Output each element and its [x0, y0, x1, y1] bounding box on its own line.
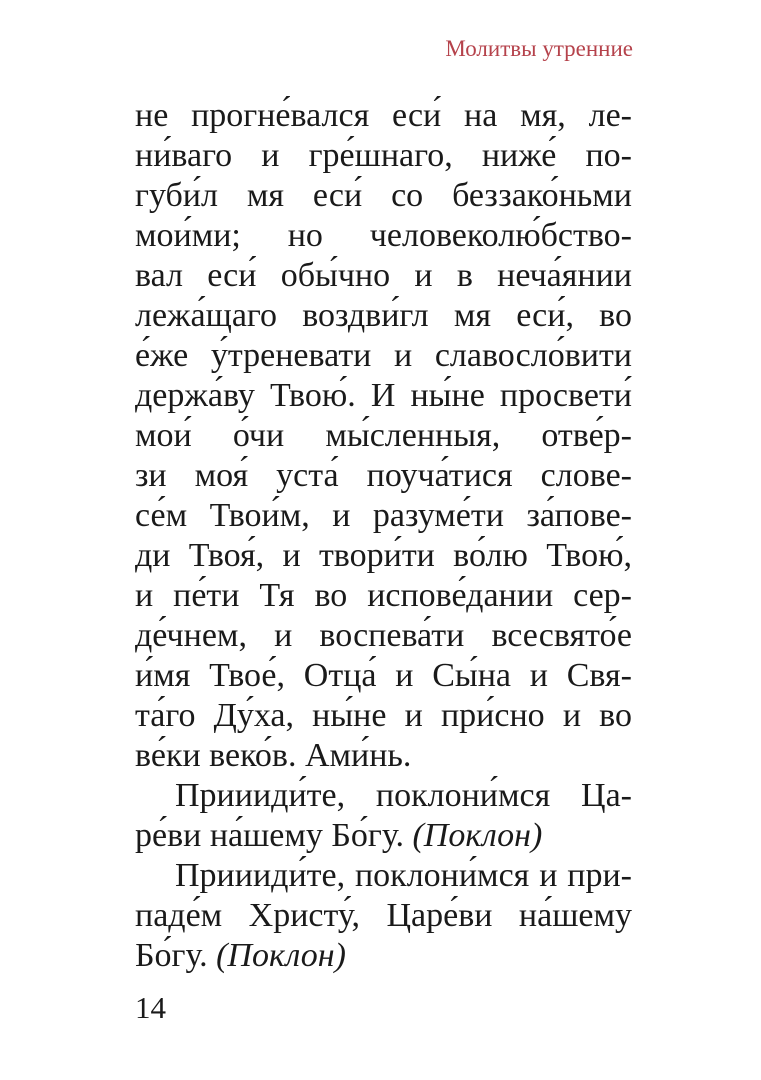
text-line: Приииди́те, поклони́мся Ца-: [175, 777, 632, 814]
page-number: 14: [135, 990, 166, 1025]
rubric-note: (Поклон): [412, 817, 543, 854]
text-line: паде́м Христу́, Царе́ви на́шему: [135, 897, 632, 934]
text-line: мои́ми; но человеколю́бство-: [135, 217, 632, 254]
text-line: губи́л мя еси́ со беззако́ньми: [135, 177, 632, 214]
text-line: ди Твоя́, и твори́ти во́лю Твою́,: [135, 537, 632, 574]
text-line: и пе́ти Тя во испове́дании сер-: [135, 577, 632, 614]
text-line: ве́ки веко́в. Ами́нь.: [135, 737, 412, 774]
text-line: Приииди́те, поклони́мся и при-: [175, 857, 632, 894]
text-line: е́же у́треневати и славосло́вити: [135, 337, 632, 374]
text-line: та́го Ду́ха, ны́не и при́сно и во: [135, 697, 632, 734]
text-line: лежа́щаго воздви́гл мя еси́, во: [135, 297, 632, 334]
text-segment: ре́ви на́шему Бо́гу.: [135, 817, 404, 854]
text-line: и́мя Твое́, Отца́ и Сы́на и Свя-: [135, 657, 632, 694]
text-line: [135, 936, 632, 976]
text-line: ни́ваго и гре́шнаго, ниже́ по-: [135, 137, 632, 174]
text-line: вал еси́ обы́чно и в неча́янии: [135, 257, 632, 294]
prayer-text: [135, 96, 632, 976]
text-line: держа́ву Твою́. И ны́не просвети́: [135, 377, 632, 414]
text-line: [135, 816, 632, 856]
running-header: Молитвы утренние: [445, 36, 633, 61]
rubric-note: (Поклон): [216, 937, 346, 974]
text-line: не прогне́вался еси́ на мя, ле-: [135, 97, 632, 134]
text-line: мои́ о́чи мы́сленныя, отве́р-: [135, 417, 632, 454]
text-line: се́м Твои́м, и разуме́ти за́пове-: [135, 497, 632, 534]
text-segment: Бо́гу.: [135, 937, 208, 974]
text-line: де́чнем, и воспева́ти всесвято́е: [135, 617, 632, 654]
text-line: зи моя́ уста́ поуча́тися слове-: [135, 457, 632, 494]
